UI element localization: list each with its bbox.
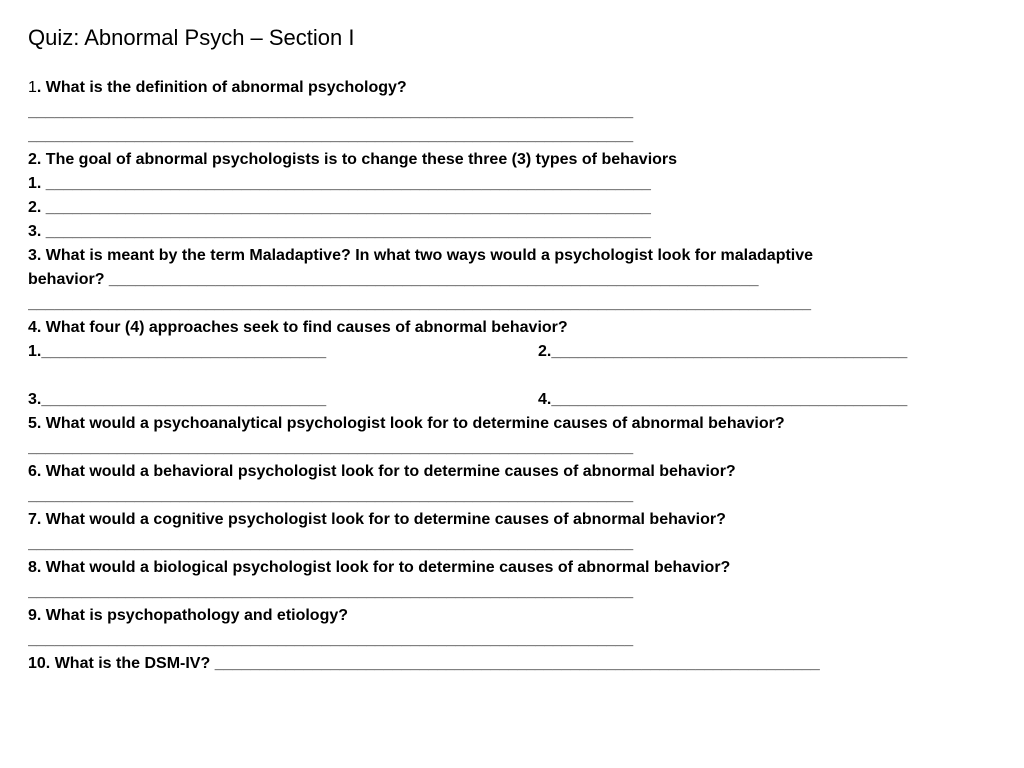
answer-blank: ____________________________________________________________________ — [28, 439, 634, 456]
answer-item-1: 1. ____________________________________________________________________ — [28, 175, 651, 192]
answer-row-3-4 — [28, 388, 1008, 412]
page-title: Quiz: Abnormal Psych – Section I — [28, 25, 355, 50]
question-1-text: . What is the definition of abnormal psychology? — [36, 79, 407, 96]
answer-blank: ____________________________________________________________________ — [28, 487, 634, 504]
question-3-line-1: 3. What is meant by the term Maladaptive? In what two ways would a psychologist look for maladaptive — [28, 247, 814, 264]
answer-row-1-2 — [28, 340, 1008, 364]
question-6: 6. What would a behavioral psychologist look for to determine causes of abnormal behavior? — [28, 463, 736, 480]
question-8: 8. What would a biological psychologist look for to determine causes of abnormal behavior? — [28, 559, 731, 576]
question-10: 10. What is the DSM-IV? ____________________________________________________________________ — [28, 655, 820, 672]
answer-blank: ________________________________________________________________________________________ — [28, 295, 812, 312]
question-4: 4. What four (4) approaches seek to find causes of abnormal behavior? — [28, 319, 568, 336]
answer-blank: ____________________________________________________________________ — [28, 583, 634, 600]
answer-item-4: 4.________________________________________ — [538, 391, 908, 408]
answer-item-3: 3.________________________________ — [28, 391, 327, 408]
answer-item-2: 2.________________________________________ — [538, 343, 908, 360]
question-1-number: 1 — [28, 79, 37, 96]
answer-blank: ____________________________________________________________________ — [28, 631, 634, 648]
question-1 — [28, 76, 1008, 100]
answer-item-1: 1.________________________________ — [28, 343, 327, 360]
question-2: 2. The goal of abnormal psychologists is to change these three (3) types of behaviors — [28, 151, 678, 168]
answer-blank: ____________________________________________________________________ — [28, 535, 634, 552]
answer-item-3: 3. ____________________________________________________________________ — [28, 223, 651, 240]
answer-blank: ____________________________________________________________________ — [28, 127, 634, 144]
question-9: 9. What is psychopathology and etiology? — [28, 607, 349, 624]
question-5: 5. What would a psychoanalytical psychologist look for to determine causes of abnormal behavior? — [28, 415, 785, 432]
question-3-line-2: behavior? _________________________________________________________________________ — [28, 271, 759, 288]
question-7: 7. What would a cognitive psychologist look for to determine causes of abnormal behavior? — [28, 511, 726, 528]
quiz-page — [28, 22, 1008, 676]
spacer — [28, 364, 1008, 388]
answer-item-2: 2. ____________________________________________________________________ — [28, 199, 651, 216]
answer-blank: ____________________________________________________________________ — [28, 103, 634, 120]
